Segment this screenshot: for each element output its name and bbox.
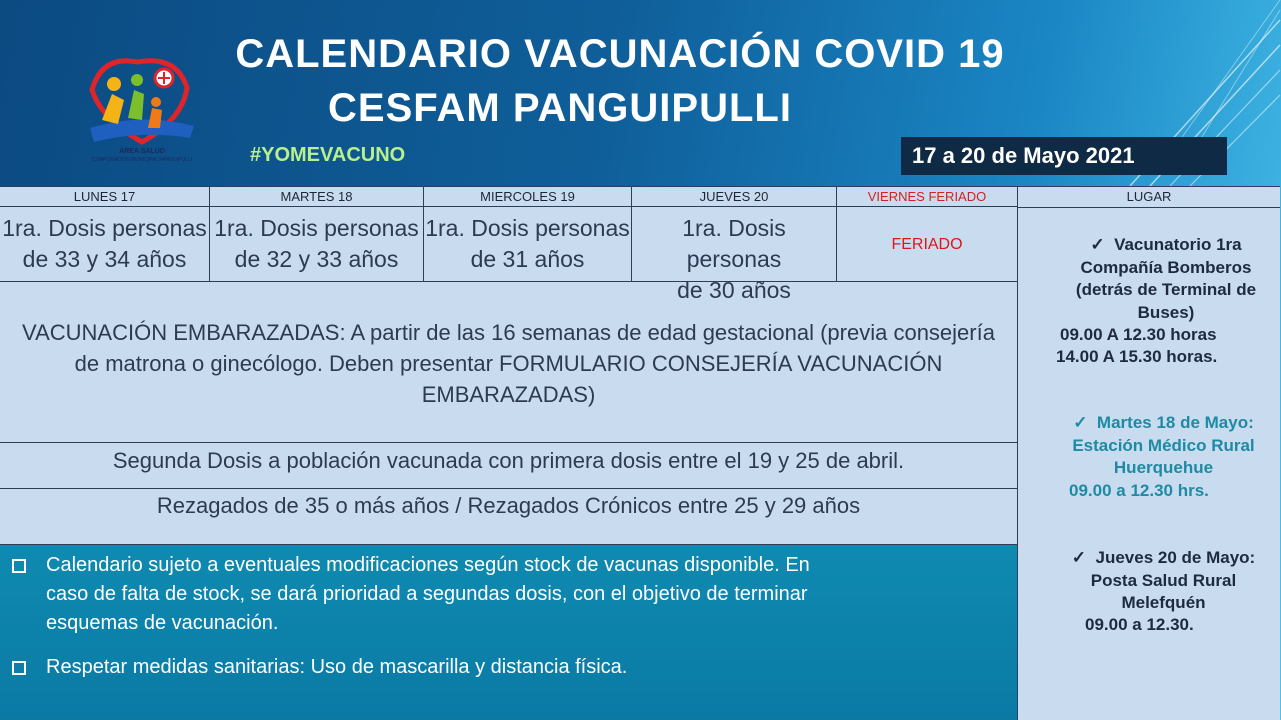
location-vacunatorio	[1056, 234, 1276, 324]
location-time: 09.00 A 12.30 horas	[1060, 325, 1217, 344]
location-line: Estación Médico Rural	[1072, 435, 1255, 455]
location-line: Compañía Bomberos	[1080, 257, 1252, 277]
day-cell-lunes	[0, 207, 210, 282]
location-line: Posta Salud Rural	[1090, 570, 1237, 590]
embarazadas-row	[0, 282, 1018, 443]
lugar-header: LUGAR	[1018, 187, 1280, 208]
schedule-table	[0, 186, 1018, 544]
location-time: 09.00 a 12.30 hrs.	[1069, 481, 1209, 500]
location-line: Huerquehue	[1113, 458, 1214, 477]
location-line: Buses)	[1137, 302, 1195, 322]
page-title: CALENDARIO VACUNACIÓN COVID 19	[235, 32, 1005, 76]
location-line: (detrás de Terminal de	[1075, 280, 1257, 299]
checkbox-bullet-icon	[12, 559, 26, 573]
day-header-martes: MARTES 18	[210, 187, 424, 207]
note-medidas: Respetar medidas sanitarias: Uso de mascarilla y distancia física.	[46, 656, 628, 678]
embarazadas-line3: EMBARAZADAS)	[421, 382, 596, 407]
notes-panel	[0, 544, 1017, 720]
location-line: Martes 18 de Mayo:	[1096, 413, 1254, 432]
rezagados-row: Rezagados de 35 o más años / Rezagados Crónicos entre 25 y 29 años	[0, 489, 1018, 545]
location-huerquehue	[1046, 412, 1281, 480]
header	[0, 0, 1280, 186]
embarazadas-line1: VACUNACIÓN EMBARAZADAS: A partir de las 16 semanas de edad gestacional (previa consejería	[22, 320, 995, 345]
lugar-column	[1017, 186, 1280, 720]
location-time: 09.00 a 12.30.	[1085, 615, 1194, 634]
dose-age: de 31 años	[470, 246, 585, 272]
day-cell-viernes-feriado: FERIADO	[837, 207, 1018, 282]
day-header-lunes: LUNES 17	[0, 187, 210, 207]
location-line: Vacunatorio 1ra	[1114, 235, 1242, 254]
location-melefquen	[1046, 547, 1281, 615]
dose-age: de 32 y 33 años	[234, 246, 399, 272]
dose-line: 1ra. Dosis personas	[425, 215, 630, 241]
day-cell-martes	[210, 207, 424, 282]
dose-line: 1ra. Dosis personas	[2, 215, 207, 241]
day-header-viernes: VIERNES FERIADO	[837, 187, 1018, 207]
location-time: 14.00 A 15.30 horas.	[1056, 347, 1218, 366]
logo-sublabel: CORPORACIÓN MUNICIPAL PANGUIPULLI	[92, 157, 192, 163]
page-subtitle: CESFAM PANGUIPULLI	[328, 86, 792, 130]
dose-line: 1ra. Dosis personas	[214, 215, 419, 241]
note-line: esquemas de vacunación.	[46, 612, 279, 634]
check-icon: ✓	[1071, 548, 1087, 567]
day-header-miercoles: MIERCOLES 19	[424, 187, 632, 207]
logo-label: ÁREA SALUD	[119, 148, 165, 155]
day-header-jueves: JUEVES 20	[632, 187, 837, 207]
note-line: caso de falta de stock, se dará prioridad a segundas dosis, con el objetivo de terminar	[46, 583, 808, 605]
location-line: Jueves 20 de Mayo:	[1095, 548, 1256, 567]
check-icon: ✓	[1090, 235, 1105, 254]
day-cell-miercoles	[424, 207, 632, 282]
note-stock	[46, 551, 986, 638]
date-range-badge: 17 a 20 de Mayo 2021	[901, 137, 1227, 175]
checkbox-bullet-icon	[12, 661, 26, 675]
check-icon: ✓	[1073, 413, 1088, 432]
note-line: Calendario sujeto a eventuales modificaciones según stock de vacunas disponible. En	[46, 554, 810, 576]
hashtag: #YOMEVACUNO	[250, 144, 406, 166]
location-line: Melefquén	[1121, 593, 1206, 612]
dose-age: de 30 años	[677, 277, 791, 303]
day-cell-jueves	[632, 207, 837, 303]
embarazadas-line2: de matrona o ginecólogo. Deben presentar FORMULARIO CONSEJERÍA VACUNACIÓN	[74, 351, 943, 376]
dose-age: de 33 y 34 años	[22, 246, 187, 272]
dose-line: 1ra. Dosis personas	[682, 215, 786, 272]
segunda-dosis-row: Segunda Dosis a población vacunada con primera dosis entre el 19 y 25 de abril.	[0, 443, 1018, 489]
